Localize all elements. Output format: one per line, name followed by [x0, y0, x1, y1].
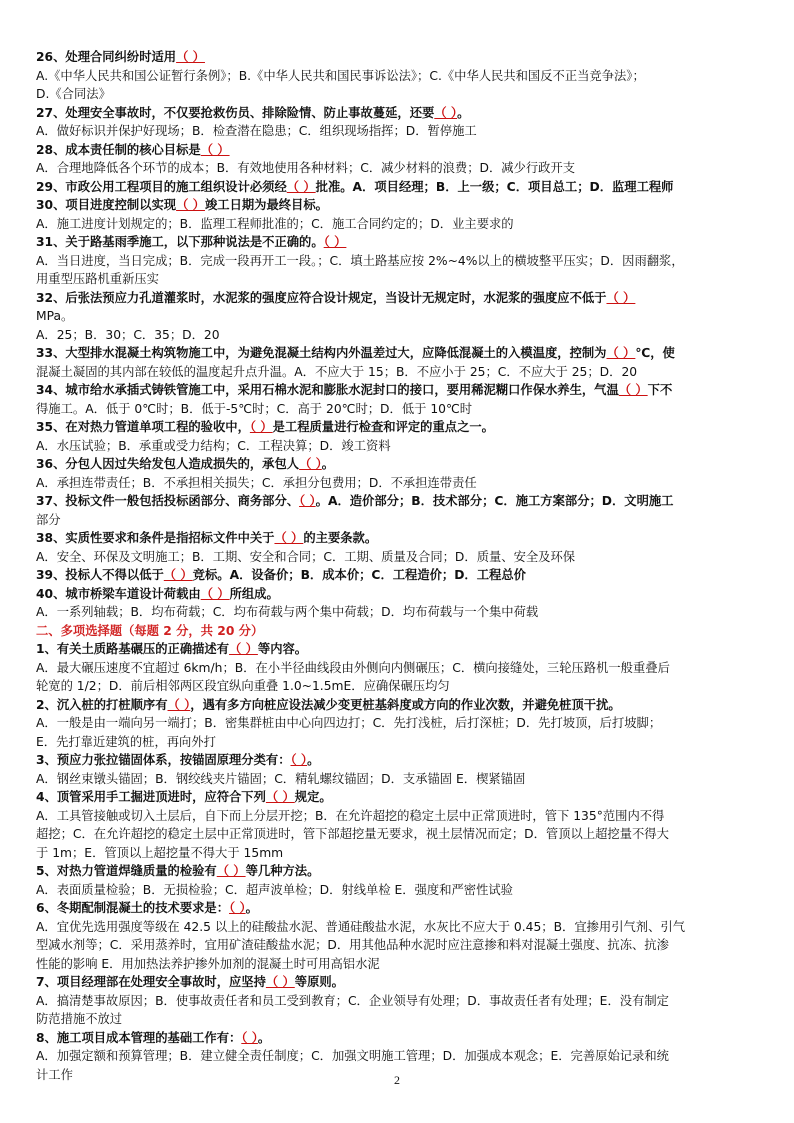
question-line: 27、处理安全事故时，不仅要抢救伤员、排除险情、防止事故蔓延，还要（ ）。: [36, 105, 470, 120]
answer-blank: （ ）: [249, 420, 273, 434]
text-line: 计工作: [36, 1067, 73, 1082]
answer-blank: （ ）: [176, 198, 205, 212]
text-line: A．一系列轴载；B．均布荷载；C．均布荷载与两个集中荷载；D．均布荷载与一个集中荷载: [36, 605, 539, 619]
question-line: 32、后张法预应力孔道灌浆时，水泥浆的强度应符合设计规定，当设计无规定时，水泥浆的强度应不低于（ ）: [36, 290, 636, 305]
answer-blank: （ ）: [606, 290, 636, 305]
answer-blank: （ ）: [167, 697, 191, 712]
question-line: 38、实质性要求和条件是指招标文件中关于（ ）的主要条款。: [36, 531, 378, 545]
text-line: 型减水剂等；C．采用蒸养时，宜用矿渣硅酸盐水泥；D．用其他品种水泥时应注意掺和料对混凝土强度、抗冻、抗渗: [36, 938, 669, 952]
question-line: 7、项目经理部在处理安全事故时，应坚持（ ）等原则。: [36, 975, 344, 989]
answer-blank: （ ）: [229, 642, 258, 656]
text-line: E．先打靠近建筑的桩，再向外打: [36, 734, 216, 749]
question-line: 6、冬期配制混凝土的技术要求是：（ ）。: [36, 901, 258, 915]
question-line: 34、城市给水承插式铸铁管施工中，采用石棉水泥和膨胀水泥封口的接口，要用稀泥糊口作保水养生，气温（ ）下不: [36, 383, 673, 397]
answer-blank: （ ）: [286, 179, 316, 194]
text-line: A．最大碾压速度不宜超过 6km/h；B．在小半径曲线段由外侧向内侧碾压；C．横向接缝处，三轮压路机一般重叠后: [36, 660, 670, 675]
answer-blank: （ ）: [200, 142, 230, 157]
text-line: A．25；B．30；C．35；D．20: [36, 327, 220, 342]
question-line: 28、成本责任制的核心目标是（ ）: [36, 142, 230, 157]
answer-blank: （ ）: [200, 586, 230, 601]
text-line: 超挖；C．在允许超挖的稳定土层中正常顶进时，管下部超挖量无要求，视土层情况而定；D．管顶以上超挖量不得大: [36, 827, 669, 841]
text-line: A．搞清楚事故原因；B．使事故责任者和员工受到教育；C．企业领导有处理；D．事故责任者有处理；E．没有制定: [36, 993, 669, 1008]
question-line: 30、项目进度控制以实现（ ）竣工日期为最终目标。: [36, 198, 328, 212]
page-number: 2: [394, 1073, 400, 1087]
text-line: A．做好标识并保护好现场；B．检查潜在隐患；C．组织现场指挥；D．暂停施工: [36, 124, 477, 138]
question-line: 40、城市桥梁车道设计荷载由（ ）所组成。: [36, 586, 279, 601]
text-line: A．工具管接触或切入土层后，自下而上分层开挖；B．在允许超挖的稳定土层中正常顶进时，管下 135°范围内不得: [36, 808, 665, 823]
text-line: 用重型压路机重新压实: [36, 272, 159, 286]
answer-blank: （ ）: [290, 753, 308, 767]
text-line: A．宜优先选用强度等级在 42.5 以上的硅酸盐水泥、普通硅酸盐水泥，水灰比不应大于 0.45；B．宜掺用引气剂、引气: [36, 919, 685, 934]
answer-blank: （ ）: [323, 235, 347, 249]
text-line: A．一般是由一端向另一端打；B．密集群桩由中心向四边打；C．先打浅桩，后打深桩；D．先打坡顶，后打坡脚；: [36, 716, 662, 730]
section-heading: 二、多项选择题（每题 2 分，共 20 分）: [36, 623, 264, 638]
answer-blank: （ ）: [176, 50, 205, 64]
text-line: A.《中华人民共和国公证暂行条例》；B.《中华人民共和国民事诉讼法》；C.《中华人民共和国反不正当竞争法》；: [36, 68, 645, 83]
answer-blank: （ ）: [606, 346, 636, 360]
text-line: 部分: [36, 512, 61, 527]
question-line: 4、顶管采用手工掘进顶进时，应符合下列（ ）规定。: [36, 790, 332, 804]
question-line: 33、大型排水混凝土构筑物施工中，为避免混凝土结构内外温差过大，应降低混凝土的入模温度，控制为（ ）℃，使: [36, 346, 675, 360]
text-line: 得施工。A．低于 0℃时；B．低于-5℃时；C．高于 20℃时；D．低于 10℃时: [36, 401, 473, 416]
text-line: 性能的影响 E．用加热法养护掺外加剂的混凝土时可用高铝水泥: [36, 956, 380, 971]
text-line: A．加强定额和预算管理；B．建立健全责任制度；C．加强文明施工管理；D．加强成本观念；E．完善原始记录和统: [36, 1049, 669, 1063]
text-line: A．钢丝束镦头锚固；B．钢绞线夹片锚固；C．精轧螺纹锚固；D．支承锚固 E．楔紧锚固: [36, 771, 526, 786]
answer-blank: （ ）: [299, 457, 322, 471]
question-line: 37、投标文件一般包括投标函部分、商务部分、（ ）。A．造价部分；B．技术部分；C．施工方案部分；D．文明施工: [36, 494, 674, 508]
text-line: A．承担连带责任；B．不承担相关损失；C．承担分包费用；D．不承担连带责任: [36, 475, 477, 490]
answer-blank: （ ）: [216, 864, 246, 878]
question-line: 35、在对热力管道单项工程的验收中，（ ）是工程质量进行检查和评定的重点之一。: [36, 420, 494, 434]
text-line: A．安全、环保及文明施工；B．工期、安全和合同；C．工期、质量及合同；D．质量、安全及环保: [36, 549, 576, 564]
answer-blank: （ ）: [299, 494, 316, 508]
text-line: A．表面质量检验；B．无损检验；C．超声波单检；D．射线单检 E．强度和严密性试验: [36, 882, 513, 897]
answer-blank: （ ）: [618, 383, 648, 397]
text-line: 轮宽的 1/2；D．前后相邻两区段宜纵向重叠 1.0~1.5mE．应确保碾压均匀: [36, 679, 450, 693]
answer-blank: （ ）: [229, 901, 246, 915]
answer-blank: （ ）: [274, 531, 304, 545]
text-line: A．合理地降低各个环节的成本；B．有效地使用各种材料；C．减少材料的浪费；D．减少行政开支: [36, 161, 576, 175]
question-line: 2、沉入桩的打桩顺序有（ ），遇有多方向桩应设法减少变更桩基斜度或方向的作业次数，并避免桩顶干扰。: [36, 697, 621, 712]
answer-blank: （ ）: [265, 790, 295, 804]
question-line: 31、关于路基雨季施工，以下那种说法是不正确的。（ ）: [36, 235, 347, 249]
text-line: MPa。: [36, 309, 74, 323]
question-line: 29、市政公用工程项目的施工组织设计必须经（ ）批准。A．项目经理；B．上一级；C．项目总工；D．监理工程师: [36, 179, 674, 194]
text-line: 防范措施不放过: [36, 1012, 123, 1026]
text-line: A．当日进度，当日完成；B．完成一段再开工一段。；C．填土路基应按 2%~4%以上的横坡整平压实；D．因雨翻浆，: [36, 253, 684, 268]
text-line: A．水压试验；B．承重或受力结构；C．工程决算；D．竣工资料: [36, 438, 391, 453]
answer-blank: （ ）: [265, 975, 295, 989]
question-line: 1、有关土质路基碾压的正确描述有（ ）等内容。: [36, 642, 308, 656]
answer-blank: （ ）: [434, 105, 458, 120]
question-line: 3、预应力张拉锚固体系，按锚固原理分类有：（ ）。: [36, 753, 320, 767]
text-line: 混凝土凝固的其内部在较低的温度起升点升温。A．不应大于 15；B．不应小于 25；C．不应大于 25；D．20: [36, 364, 638, 379]
document-body: [36, 48, 762, 1084]
text-line: D.《合同法》: [36, 87, 111, 101]
question-line: 36、分包人因过失给发包人造成损失的，承包人（ ）。: [36, 457, 335, 471]
question-line: 5、对热力管道焊缝质量的检验有（ ）等几种方法。: [36, 864, 320, 878]
answer-blank: （ ）: [163, 568, 193, 582]
text-line: 于 1m；E．管顶以上超挖量不得大于 15mm: [36, 845, 284, 860]
question-line: 26、处理合同纠纷时适用（ ）: [36, 50, 205, 64]
question-line: 39、投标人不得以低于（ ）竞标。A．设备价；B．成本价；C．工程造价；D．工程总价: [36, 568, 526, 582]
question-line: 8、施工项目成本管理的基础工作有：（ ）。: [36, 1030, 271, 1045]
answer-blank: （ ）: [241, 1030, 258, 1045]
text-line: A．施工进度计划规定的；B．监理工程师批准的；C．施工合同约定的；D．业主要求的: [36, 216, 514, 231]
